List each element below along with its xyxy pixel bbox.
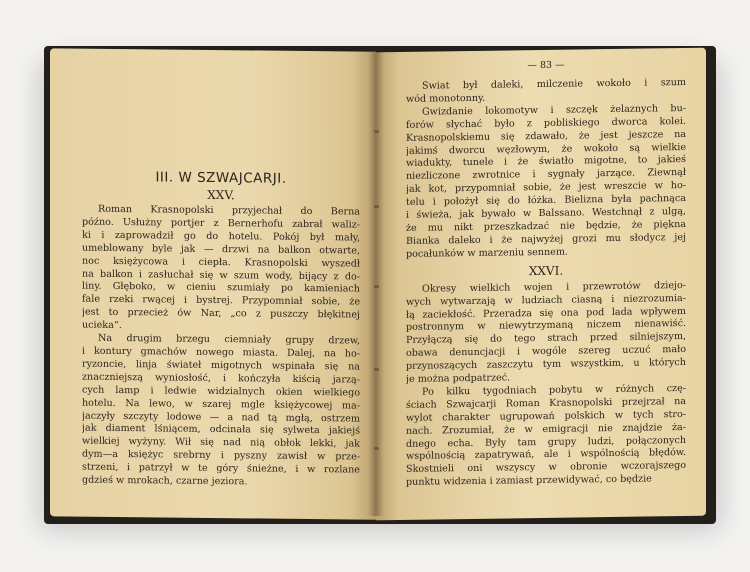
text-line: ściach Szwajcarji Roman Krasnopolski przejrzał na [406,395,686,411]
text-line: Bianka daleko i że najwyżej grozi mu słodycz jej [406,231,686,247]
text-line: dym—a księżyc srebrny i pyszny zawisł w prze- [82,448,360,463]
text-line: niezliczone zwrotnice i sygnały jarzące. Ziewnął [406,167,686,183]
text-line: jaczyły szczyty lodowe — a nad tą mgłą, ostrzem [82,410,360,425]
paragraph [406,103,686,262]
section-title-xxvi: XXVI. [528,263,564,278]
text-line: telu i położył się do łóżka. Bielizna była pachnąca [406,193,686,209]
text-line: cych lamp i ledwie widzialnych okien wielkiego [82,384,360,399]
text-line: forów słychać było z pobliskiego dworca kolei. [406,115,686,131]
text-line: postronnym w niewytrzymaną niczem nienawiść. [406,318,686,334]
text-line: wspólnością zapatrywań, ale i wspólnością błędów. [406,447,686,463]
right-page-text-top [406,77,686,262]
text-line: nach. Zrozumiał, że w emigracji nie znajdzie ża- [406,421,686,437]
page-number: — 83 — [527,59,565,72]
text-line: Świat był daleki, milczenie wokoło i szum [422,76,686,92]
text-line: Roman Krasnopolski przyjechał do Berna [98,203,360,218]
right-page [376,48,706,521]
text-line: przynoszących zaszczytu tym wszystkim, u których [406,357,686,373]
text-line: obawa denuncjacji i wogóle szereg uczuć mało [406,344,686,360]
text-line: znaczniejszą wyniosłość, i kończyła kiścią jarzą- [82,371,360,386]
text-line: wód monotonny. [406,92,486,105]
text-line: noc księżycowa i ciepła. Krasnopolski wyszedł [82,255,360,270]
binding-stitch [374,447,379,450]
text-line: późno. Usłużny portjer z Bernerhofu zabrał waliz- [82,216,360,231]
text-line: wielkiej wyżyny. Wił się nad nią obłok lekki, jak [82,435,360,450]
text-line: i świeża, jak bywało w Balssano. Westchnął z ulgą, [406,206,686,221]
paragraph [406,280,686,387]
text-line: Po kilku tygodniach pobytu w różnych czę- [422,382,686,398]
paragraph [406,77,686,107]
paragraph [406,383,686,490]
binding-stitch [374,205,379,208]
paragraph [82,333,360,491]
text-line: że mu nikt przeszkadzać nie będzie, że piękna [406,218,686,234]
binding-stitch [374,285,379,288]
text-line: Na drugim brzegu ciemniały grupy drzew, [98,332,360,347]
text-line: punktu widzenia i zamiast przewidywać, co będzie [406,473,652,489]
text-line: na balkon i zasłuchał się w szum wody, bijący z do- [82,268,360,283]
text-line: liny. Głęboko, w cieniu szumiały po kamieniach [82,281,360,295]
text-line: jest to przecież ów Nar, „co z puszczy błękitnej [82,306,360,321]
paragraph [82,204,360,336]
left-page-text [82,204,360,491]
text-line: Okresy wielkich wojen i przewrotów dziejo- [422,279,686,295]
text-line: ucieka“. [82,319,122,332]
text-line: gdzieś w mrokach, czarne jeziora. [82,474,248,488]
text-line: Przyłączą się do tego strach przed silniejszym, [406,331,686,347]
text-line: wych wytwarzają w ludziach ciasną i niezrozumia- [406,292,686,308]
text-line: hotelu. Na lewo, w szarej mgle księżycowej ma- [82,397,360,412]
text-line: ryzoncie, linja świateł migotnych wspinała się na [82,358,360,373]
text-line: umeblowany byle jak — drzwi na balkon otwarte, [82,242,360,257]
left-page [50,48,376,519]
text-line: wiadukty, tunele i że światło migotne, to jakieś [406,154,686,170]
text-line: je można podpatrzeć. [406,372,511,385]
text-line: jakimś dworcu węzłowym, że wokoło są wielkie [406,141,686,157]
text-line: Krasnopolskiemu się zdawało, że jest jeszcze na [406,128,686,144]
text-line: wylot charakter ugrupowań polskich w tych stro- [406,408,686,424]
text-line: Gwizdanie lokomotyw i szczęk żelaznych bu- [422,102,686,118]
section-title-xxv: XXV. [207,187,235,203]
text-line: dnego echa. Były tam grupy ludzi, połączonych [406,434,686,450]
right-page-text-bottom [406,280,686,490]
text-line: pocałunków w marzeniu sennem. [406,246,568,260]
text-line: ki i zaprowadził go do hotelu. Pokój był mały, [82,229,360,244]
text-line: fale rzeki rwącej i bystrej. Przypomniał sobie, że [82,293,360,308]
text-line: Skostnieli oni wszyscy w obronie wczorajszego [406,460,686,476]
text-line: strzeni, i patrzył w te góry śnieżne, i w rozlane [82,461,360,476]
text-line: jak kot, przypomniał sobie, że jest wreszcie w ho- [406,180,686,196]
text-line: jak diament lśniącem, odcinała się sylweta jakiejś [82,423,360,437]
binding-stitch [374,130,379,133]
binding-stitch [374,368,379,371]
text-line: łą zaciekłość. Przeradza się ona pod lada wpływem [406,305,686,321]
chapter-title: III. W SZWAJCARJI. [155,169,287,187]
text-line: i kontury gmachów nowego miasta. Dalej, na ho- [82,345,360,360]
